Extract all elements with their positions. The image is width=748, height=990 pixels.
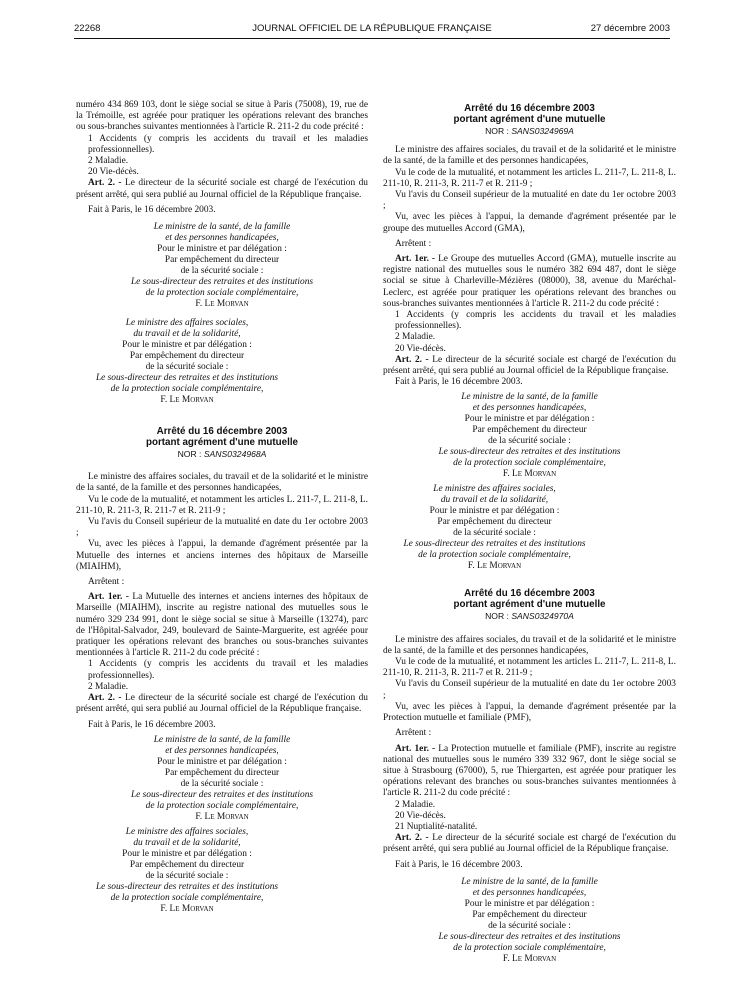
sig-line: Par empêchement du directeur bbox=[129, 351, 245, 362]
list-item: 2 Maladie. bbox=[88, 681, 129, 692]
sig-line: Pour le ministre et par délégation : bbox=[429, 506, 560, 517]
sig-line: Pour le ministre et par délégation : bbox=[122, 848, 252, 859]
article-2 bbox=[76, 178, 368, 200]
left-column bbox=[76, 100, 368, 915]
decree-intro: Le ministre des affaires sociales, du travail et de la solidarité et le ministre de la santé, de la famille et des personnes handicapées, bbox=[383, 634, 676, 656]
sig-line: de la protection sociale complémentaire, bbox=[453, 458, 606, 469]
article-text: Le Groupe des mutuelles Accord (GMA), mutuelle inscrite au registre national des mutuelles sous le numéro 382 694 487, dont le siège social se situe à Charleville-Mézières (08000), 38, avenue du Maréchal-Leclerc, est agréée pour pratiquer les opérations relevant des branches ou sous-branches suivantes mentionnées à l'article R. 211-2 du code précité : bbox=[383, 254, 677, 309]
nor-label: NOR : bbox=[177, 449, 204, 460]
sig-line: Le sous-directeur des retraites et des institutions bbox=[438, 447, 621, 458]
sig-line: de la protection sociale complémentaire, bbox=[418, 550, 571, 561]
nor-reference bbox=[76, 449, 368, 460]
sig-line: de la sécurité sociale : bbox=[488, 920, 571, 931]
sig-line: de la protection sociale complémentaire, bbox=[110, 384, 264, 395]
sig-line: et des personnes handicapées, bbox=[472, 887, 587, 898]
sig-line: Par empêchement du directeur bbox=[164, 255, 280, 266]
sig-line: Le sous-directeur des retraites et des institutions bbox=[438, 931, 621, 942]
signature-block bbox=[76, 735, 368, 823]
article-text: La Mutuelle des internes et anciens internes des hôpitaux de Marseille (MIAIHM), inscrite au registre national des mutuelles sous le numéro 329 234 991, dont le siège social se situe à Marseille (13274), parc de l'Hôpital-Salvador, 249, boulevard de Sainte-Marguerite, est agréée pour pratiquer les opérations relevant des branches ou sous-branches suivantes mentionnées à l'article R. 211-2 du code précité : bbox=[76, 592, 368, 659]
sig-line: Le sous-directeur des retraites et des institutions bbox=[95, 881, 279, 892]
list-item: 1 Accidents (y compris les accidents du travail et les maladies professionnelles). bbox=[395, 310, 676, 332]
signatory-name: F. Le Morvan bbox=[195, 811, 249, 822]
decree-title bbox=[383, 588, 676, 610]
sig-line: du travail et de la solidarité, bbox=[440, 495, 549, 506]
vu-clause: Vu, avec les pièces à l'appui, la demande d'agrément présentée par le groupe des mutuelles Accord (GMA), bbox=[383, 212, 676, 234]
decree-title bbox=[383, 103, 676, 125]
fait-line: Fait à Paris, le 16 décembre 2003. bbox=[395, 377, 523, 388]
nor-label: NOR : bbox=[485, 611, 512, 622]
article-text: Le directeur de la sécurité sociale est chargé de l'exécution du présent arrêté, qui sera publié au Journal officiel de la République française. bbox=[76, 178, 368, 200]
sig-line: Le sous-directeur des retraites et des institutions bbox=[403, 539, 586, 550]
arretent: Arrêtent : bbox=[88, 577, 125, 588]
vu-clause: Vu le code de la mutualité, et notamment les articles L. 211-7, L. 211-8, L. 211-10, R. 211-3, R. 211-7 et R. 211-9 ; bbox=[76, 494, 368, 516]
signatory-name: F. Le Morvan bbox=[160, 395, 214, 406]
decree-title-line: portant agrément d'une mutuelle bbox=[453, 599, 606, 611]
decree-title-line: Arrêté du 16 décembre 2003 bbox=[156, 426, 288, 438]
sig-line: Le ministre de la santé, de la famille bbox=[153, 734, 291, 745]
article-label: Art. 1er. - bbox=[395, 254, 436, 265]
sig-line: de la protection sociale complémentaire, bbox=[145, 288, 299, 299]
fait-line: Fait à Paris, le 16 décembre 2003. bbox=[88, 204, 216, 215]
article-label: Art. 2. - bbox=[395, 354, 429, 365]
vu-clause: Vu l'avis du Conseil supérieur de la mutualité en date du 1er octobre 2003 ; bbox=[383, 679, 676, 701]
sig-line: de la protection sociale complémentaire, bbox=[453, 942, 606, 953]
sig-line: Par empêchement du directeur bbox=[129, 859, 245, 870]
article-2 bbox=[76, 693, 368, 715]
article-label: Art. 1er. - bbox=[88, 592, 129, 603]
sig-line: Le ministre des affaires sociales, bbox=[433, 484, 556, 495]
signatory-name: F. Le Morvan bbox=[160, 903, 214, 914]
sig-line: Par empêchement du directeur bbox=[164, 767, 280, 778]
sig-line: Par empêchement du directeur bbox=[472, 909, 587, 920]
continued-paragraph: numéro 434 869 103, dont le siège social se situe à Paris (75008), 19, rue de la Trémoille, est agréée pour pratiquer les opérations relevant des branches ou sous-branches suivantes mentionnées à l'article R. 211-2 du code précité : bbox=[76, 100, 368, 133]
article-text: Le directeur de la sécurité sociale est chargé de l'exécution du présent arrêté, qui sera publié au Journal officiel de la République française. bbox=[76, 693, 368, 715]
signature-block bbox=[76, 827, 298, 915]
sig-line: Le ministre de la santé, de la famille bbox=[461, 876, 598, 887]
list-item: 2 Maladie. bbox=[395, 332, 436, 343]
list-item: 2 Maladie. bbox=[88, 156, 129, 167]
article-label: Art. 2. - bbox=[88, 693, 122, 704]
list-item: 20 Vie-décès. bbox=[88, 167, 139, 178]
vu-clause: Vu l'avis du Conseil supérieur de la mutualité en date du 1er octobre 2003 ; bbox=[76, 517, 368, 539]
signatory-name: F. Le Morvan bbox=[195, 299, 249, 310]
sig-line: Pour le ministre et par délégation : bbox=[464, 414, 595, 425]
sig-line: de la sécurité sociale : bbox=[145, 870, 229, 881]
article-label: Art. 2. - bbox=[395, 833, 429, 844]
decree-intro: Le ministre des affaires sociales, du travail et de la solidarité et le ministre de la santé, de la famille et des personnes handicapées, bbox=[76, 472, 368, 494]
sig-line: de la sécurité sociale : bbox=[145, 362, 229, 373]
issue-date: 27 décembre 2003 bbox=[590, 23, 670, 34]
journal-title: JOURNAL OFFICIEL DE LA RÉPUBLIQUE FRANÇAISE bbox=[252, 23, 492, 34]
sig-line: Par empêchement du directeur bbox=[472, 425, 587, 436]
sig-line: Pour le ministre et par délégation : bbox=[157, 756, 287, 767]
list-item: 1 Accidents (y compris les accidents du travail et les maladies professionnelles). bbox=[88, 133, 368, 155]
sig-line: du travail et de la solidarité, bbox=[133, 329, 241, 340]
sig-line: Le ministre de la santé, de la famille bbox=[461, 392, 598, 403]
article-2 bbox=[383, 355, 676, 377]
sig-line: Pour le ministre et par délégation : bbox=[122, 340, 252, 351]
list-item: 21 Nuptialité-natalité. bbox=[395, 821, 478, 832]
vu-clause: Vu, avec les pièces à l'appui, la demande d'agrément présentée par la Protection mutuelle et familiale (PMF), bbox=[383, 701, 676, 724]
right-column bbox=[383, 103, 676, 965]
list-item: 1 Accidents (y compris les accidents du travail et les maladies professionnelles). bbox=[88, 659, 368, 681]
decree-title-line: portant agrément d'une mutuelle bbox=[145, 437, 299, 449]
sig-line: Le sous-directeur des retraites et des institutions bbox=[130, 277, 314, 288]
signature-block bbox=[76, 318, 298, 406]
vu-clause: Vu l'avis du Conseil supérieur de la mutualité en date du 1er octobre 2003 ; bbox=[383, 190, 676, 212]
sig-line: Le sous-directeur des retraites et des institutions bbox=[130, 789, 314, 800]
list-item: 2 Maladie. bbox=[395, 799, 436, 810]
decree-title-line: portant agrément d'une mutuelle bbox=[453, 114, 606, 125]
fait-line: Fait à Paris, le 16 décembre 2003. bbox=[88, 719, 216, 730]
nor-code: SANS0324970A bbox=[511, 611, 574, 622]
arretent: Arrêtent : bbox=[395, 238, 432, 249]
sig-line: Pour le ministre et par délégation : bbox=[157, 244, 287, 255]
sig-line: et des personnes handicapées, bbox=[165, 233, 279, 244]
sig-line: de la protection sociale complémentaire, bbox=[145, 800, 299, 811]
sig-line: Le ministre des affaires sociales, bbox=[125, 826, 249, 837]
signature-block bbox=[383, 392, 676, 480]
signatory-name: F. Le Morvan bbox=[502, 953, 557, 964]
sig-line: Le ministre des affaires sociales, bbox=[125, 318, 249, 329]
decree-title-line: Arrêté du 16 décembre 2003 bbox=[464, 103, 595, 114]
vu-clause: Vu le code de la mutualité, et notamment les articles L. 211-7, L. 211-8, L. 211-10, R. 211-3, R. 211-7 et R. 211-9 ; bbox=[383, 167, 676, 189]
page-header bbox=[74, 21, 670, 35]
article-text: Le directeur de la sécurité sociale est chargé de l'exécution du présent arrêté, qui sera publié au Journal officiel de la République française. bbox=[383, 354, 676, 377]
nor-code: SANS0324968A bbox=[203, 449, 267, 460]
nor-label: NOR : bbox=[485, 126, 512, 136]
sig-line: et des personnes handicapées, bbox=[472, 403, 587, 414]
page-number: 22268 bbox=[74, 23, 101, 34]
vu-clause: Vu le code de la mutualité, et notamment les articles L. 211-7, L. 211-8, L. 211-10, R. 211-3, R. 211-7 et R. 211-9 ; bbox=[383, 657, 676, 679]
sig-line: de la sécurité sociale : bbox=[453, 528, 536, 539]
article-1 bbox=[383, 744, 676, 800]
decree-title bbox=[76, 426, 368, 448]
decree-intro: Le ministre des affaires sociales, du travail et de la solidarité et le ministre de la santé, de la famille et des personnes handicapées, bbox=[383, 145, 676, 167]
nor-reference bbox=[383, 126, 676, 137]
sig-line: de la protection sociale complémentaire, bbox=[110, 892, 264, 903]
article-text: La Protection mutuelle et familiale (PMF), inscrite au registre national des mutuelles sous le numéro 339 332 967, dont le siège social se situe à Strasbourg (67000), 5, rue Thiergarten, est agréée pour pratiquer les opérations relevant des branches ou sous-branches suivantes mentionnées à l'article R. 211-2 du code précité : bbox=[383, 743, 676, 799]
sig-line: et des personnes handicapées, bbox=[165, 745, 279, 756]
signature-block bbox=[383, 877, 676, 965]
signatory-name: F. Le Morvan bbox=[502, 469, 557, 480]
signature-block bbox=[76, 222, 368, 310]
decree-title-line: Arrêté du 16 décembre 2003 bbox=[464, 588, 595, 600]
sig-line: de la sécurité sociale : bbox=[488, 436, 571, 447]
signatory-name: F. Le Morvan bbox=[467, 561, 522, 572]
sig-line: de la sécurité sociale : bbox=[180, 266, 264, 277]
arretent: Arrêtent : bbox=[395, 728, 432, 739]
article-label: Art. 1er. - bbox=[395, 743, 436, 754]
vu-clause: Vu, avec les pièces à l'appui, la demande d'agrément présentée par la Mutuelle des internes et anciens internes des hôpitaux de Marseille (MIAIHM), bbox=[76, 539, 368, 572]
article-1 bbox=[76, 592, 368, 659]
sig-line: Le ministre de la santé, de la famille bbox=[153, 222, 291, 233]
signature-block bbox=[383, 484, 606, 572]
article-text: Le directeur de la sécurité sociale est chargé de l'exécution du présent arrêté, qui sera publié au Journal officiel de la République française. bbox=[383, 833, 676, 855]
nor-code: SANS0324969A bbox=[511, 126, 574, 136]
fait-line: Fait à Paris, le 16 décembre 2003. bbox=[395, 859, 523, 870]
list-item: 20 Vie-décès. bbox=[395, 343, 446, 354]
article-2 bbox=[383, 833, 676, 855]
sig-line: du travail et de la solidarité, bbox=[133, 837, 241, 848]
nor-reference bbox=[383, 611, 676, 622]
list-item: 20 Vie-décès. bbox=[395, 810, 446, 821]
sig-line: Le sous-directeur des retraites et des institutions bbox=[95, 373, 279, 384]
sig-line: Par empêchement du directeur bbox=[437, 517, 552, 528]
sig-line: Pour le ministre et par délégation : bbox=[464, 898, 595, 909]
article-1 bbox=[383, 254, 676, 310]
sig-line: de la sécurité sociale : bbox=[180, 778, 264, 789]
article-label: Art. 2. - bbox=[88, 178, 122, 189]
header-rule bbox=[74, 38, 670, 39]
